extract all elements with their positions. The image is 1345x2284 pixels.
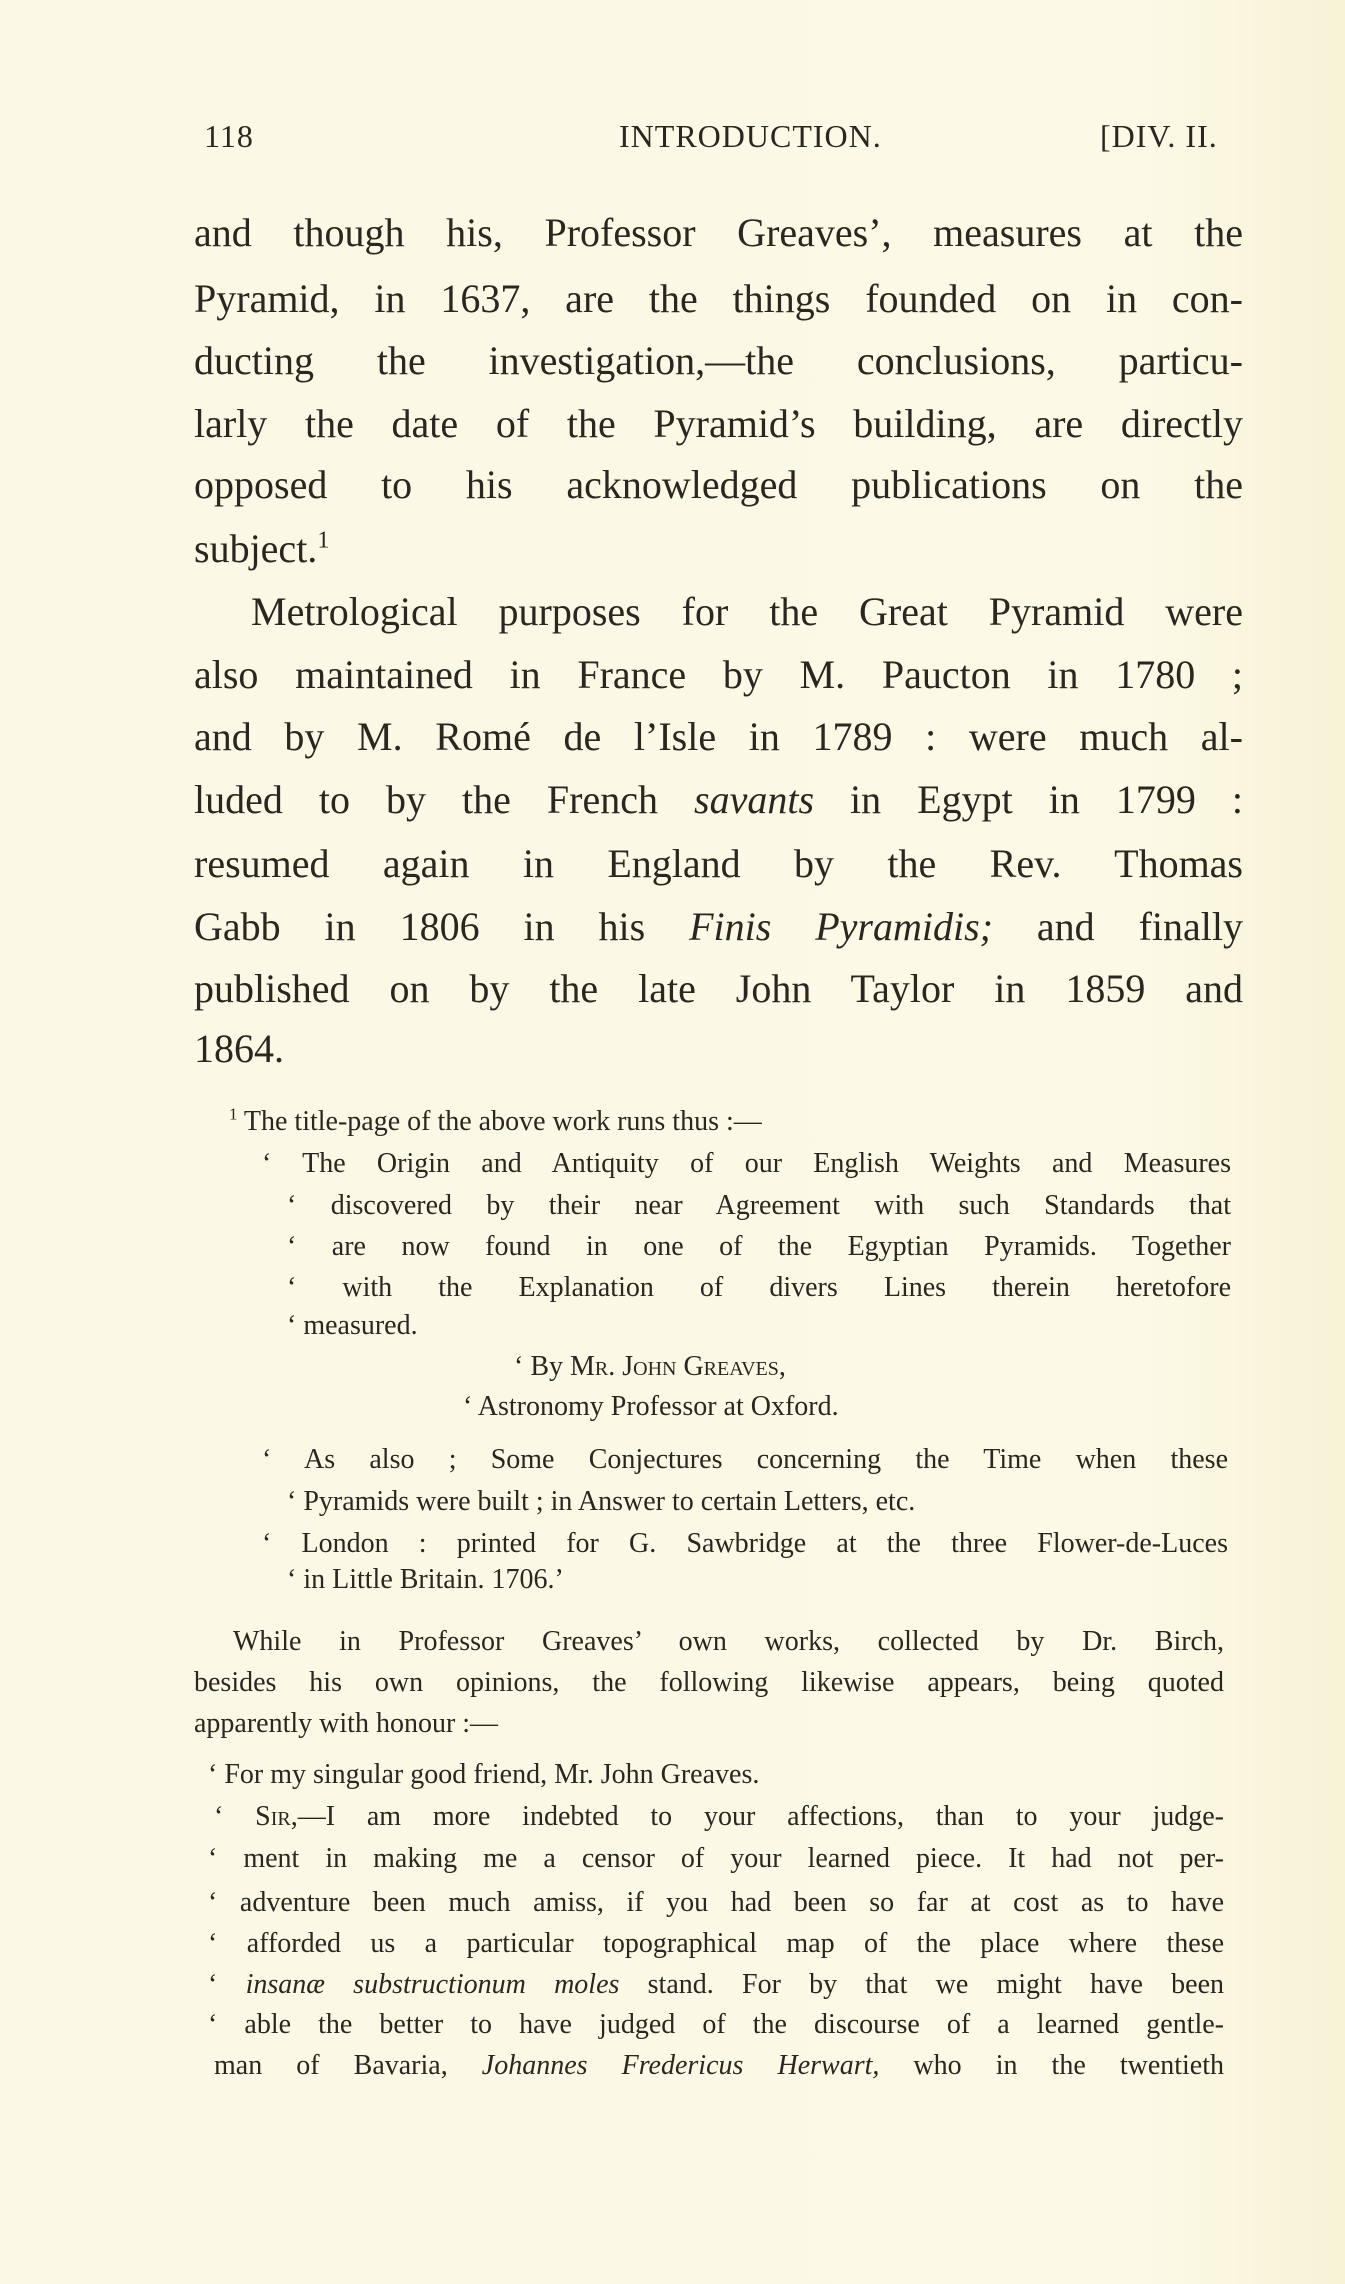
text-segment: Sir: [255, 1801, 291, 1832]
text-segment: ‘ adventure been much amiss, if you had been so far at cost as to have: [208, 1887, 1224, 1918]
body-line: [194, 958, 1243, 1020]
text-segment: in Egypt in 1799 :: [814, 777, 1243, 822]
text-segment: ‘ able the better to have judged of the discourse of a learned gentle-: [208, 2009, 1224, 2040]
footnote-line: [287, 1227, 1231, 1267]
text-segment: 1864.: [194, 1026, 284, 1071]
paragraph-line: [194, 1704, 498, 1744]
text-segment: opposed to his acknowledged publications on the: [194, 462, 1243, 507]
text-segment: ‘ For my singular good friend, Mr. John Greaves.: [208, 1759, 760, 1790]
text-segment: Gabb in 1806 in his: [194, 904, 690, 949]
text-segment: besides his own opinions, the following likewise appears, being quoted: [194, 1667, 1224, 1698]
text-segment: Metrological purposes for the Great Pyramid were: [251, 589, 1243, 634]
body-line: [194, 393, 1243, 455]
text-segment: luded to by the French: [194, 777, 695, 822]
text-segment: ‘ The Origin and Antiquity of our English Weights and Measures: [262, 1148, 1231, 1179]
footnote-line: [514, 1347, 786, 1387]
footnote-line: [262, 1144, 1231, 1184]
text-segment: who in the twentieth: [879, 2050, 1225, 2081]
text-segment: insanæ substructionum moles: [245, 1969, 620, 2000]
footnote-line: [262, 1440, 1228, 1480]
body-line: [194, 769, 1243, 831]
body-line: [194, 644, 1243, 706]
text-segment: savants: [694, 777, 815, 822]
text-segment: published on by the late John Taylor in 1859 and: [194, 966, 1243, 1011]
text-segment: Pyramid, in 1637, are the things founded on in con-: [194, 276, 1243, 321]
footnote-line: [287, 1268, 1231, 1308]
text-segment: The title-page of the above work runs thus :—: [237, 1106, 762, 1137]
body-line: [194, 330, 1243, 392]
page-number: 118: [204, 118, 254, 154]
text-segment: ‘ As also ; Some Conjectures concerning the Time when these: [262, 1444, 1228, 1475]
text-segment: ‘ ment in making me a censor of your learned piece. It had not per-: [208, 1843, 1224, 1874]
footnote-line: [287, 1306, 418, 1346]
body-line: [194, 268, 1243, 330]
text-segment: ‘ measured.: [287, 1310, 418, 1341]
text-segment: Finis Pyramidis;: [689, 904, 994, 949]
text-segment: ,—I am more indebted to your affections, than to your judge-: [290, 1801, 1224, 1832]
letter-line: [208, 2005, 1224, 2045]
text-segment: apparently with honour :—: [194, 1708, 499, 1739]
paragraph-line: [194, 1663, 1224, 1703]
footnote-marker: 1: [317, 527, 330, 554]
text-segment: ‘ afforded us a particular topographical map of the place where these: [208, 1928, 1224, 1959]
text-segment: man of Bavaria,: [214, 2050, 482, 2081]
letter-line: [208, 1839, 1224, 1879]
text-segment: subject.: [194, 526, 318, 571]
text-segment: resumed again in England by the Rev. Thomas: [194, 841, 1243, 886]
footnote-line: [229, 1102, 762, 1142]
footnote-line: [287, 1186, 1231, 1226]
letter-line: [208, 1883, 1224, 1923]
body-line: [194, 202, 1243, 264]
text-segment: and by M. Romé de l’Isle in 1789 : were much al-: [194, 714, 1243, 759]
text-segment: and though his, Professor Greaves’, measures at the: [194, 210, 1243, 255]
footnote-line: [262, 1524, 1228, 1564]
body-line: [251, 581, 1243, 643]
text-segment: Mr. John Greaves,: [570, 1351, 786, 1382]
footnote-line: [287, 1482, 915, 1522]
text-segment: also maintained in France by M. Paucton in 1780 ;: [194, 652, 1243, 697]
letter-line: [214, 1797, 1224, 1837]
text-segment: ‘: [208, 1969, 246, 2000]
body-line: [194, 896, 1243, 958]
letter-line: [214, 2046, 1224, 2086]
body-line: [194, 454, 1243, 516]
body-line: [194, 1018, 284, 1080]
text-segment: ‘ in Little Britain. 1706.’: [287, 1564, 564, 1595]
text-segment: and finally: [993, 904, 1244, 949]
text-segment: ‘ London : printed for G. Sawbridge at the three Flower-de-Luces: [262, 1528, 1228, 1559]
footnote-line: [463, 1387, 839, 1427]
footnote-line: [287, 1560, 564, 1600]
text-segment: ‘ discovered by their near Agreement with such Standards that: [287, 1190, 1231, 1221]
footnote-marker: 1: [229, 1104, 238, 1124]
text-segment: ducting the investigation,—the conclusions, particu-: [194, 338, 1243, 383]
text-segment: ‘ Pyramids were built ; in Answer to certain Letters, etc.: [287, 1486, 916, 1517]
body-line: [194, 706, 1243, 768]
body-line: [194, 518, 329, 580]
letter-line: [208, 1965, 1224, 2005]
paragraph-line: [233, 1622, 1224, 1662]
text-segment: Johannes Fredericus Herwart,: [481, 2050, 880, 2081]
letter-line: [208, 1924, 1224, 1964]
text-segment: ‘ are now found in one of the Egyptian Pyramids. Together: [287, 1231, 1231, 1262]
letter-line: [208, 1755, 759, 1795]
body-line: [194, 833, 1243, 895]
text-segment: larly the date of the Pyramid’s building, are directly: [194, 401, 1243, 446]
text-segment: stand. For by that we might have been: [619, 1969, 1225, 2000]
running-title: INTRODUCTION.: [619, 118, 882, 154]
text-segment: ‘ By: [514, 1351, 570, 1382]
text-segment: ‘ Astronomy Professor at Oxford.: [463, 1391, 839, 1422]
text-segment: While in Professor Greaves’ own works, collected by Dr. Birch,: [233, 1626, 1224, 1657]
text-segment: ‘: [214, 1801, 256, 1832]
division-label: [DIV. II.: [1100, 118, 1218, 154]
text-segment: ‘ with the Explanation of divers Lines therein heretofore: [287, 1272, 1231, 1303]
